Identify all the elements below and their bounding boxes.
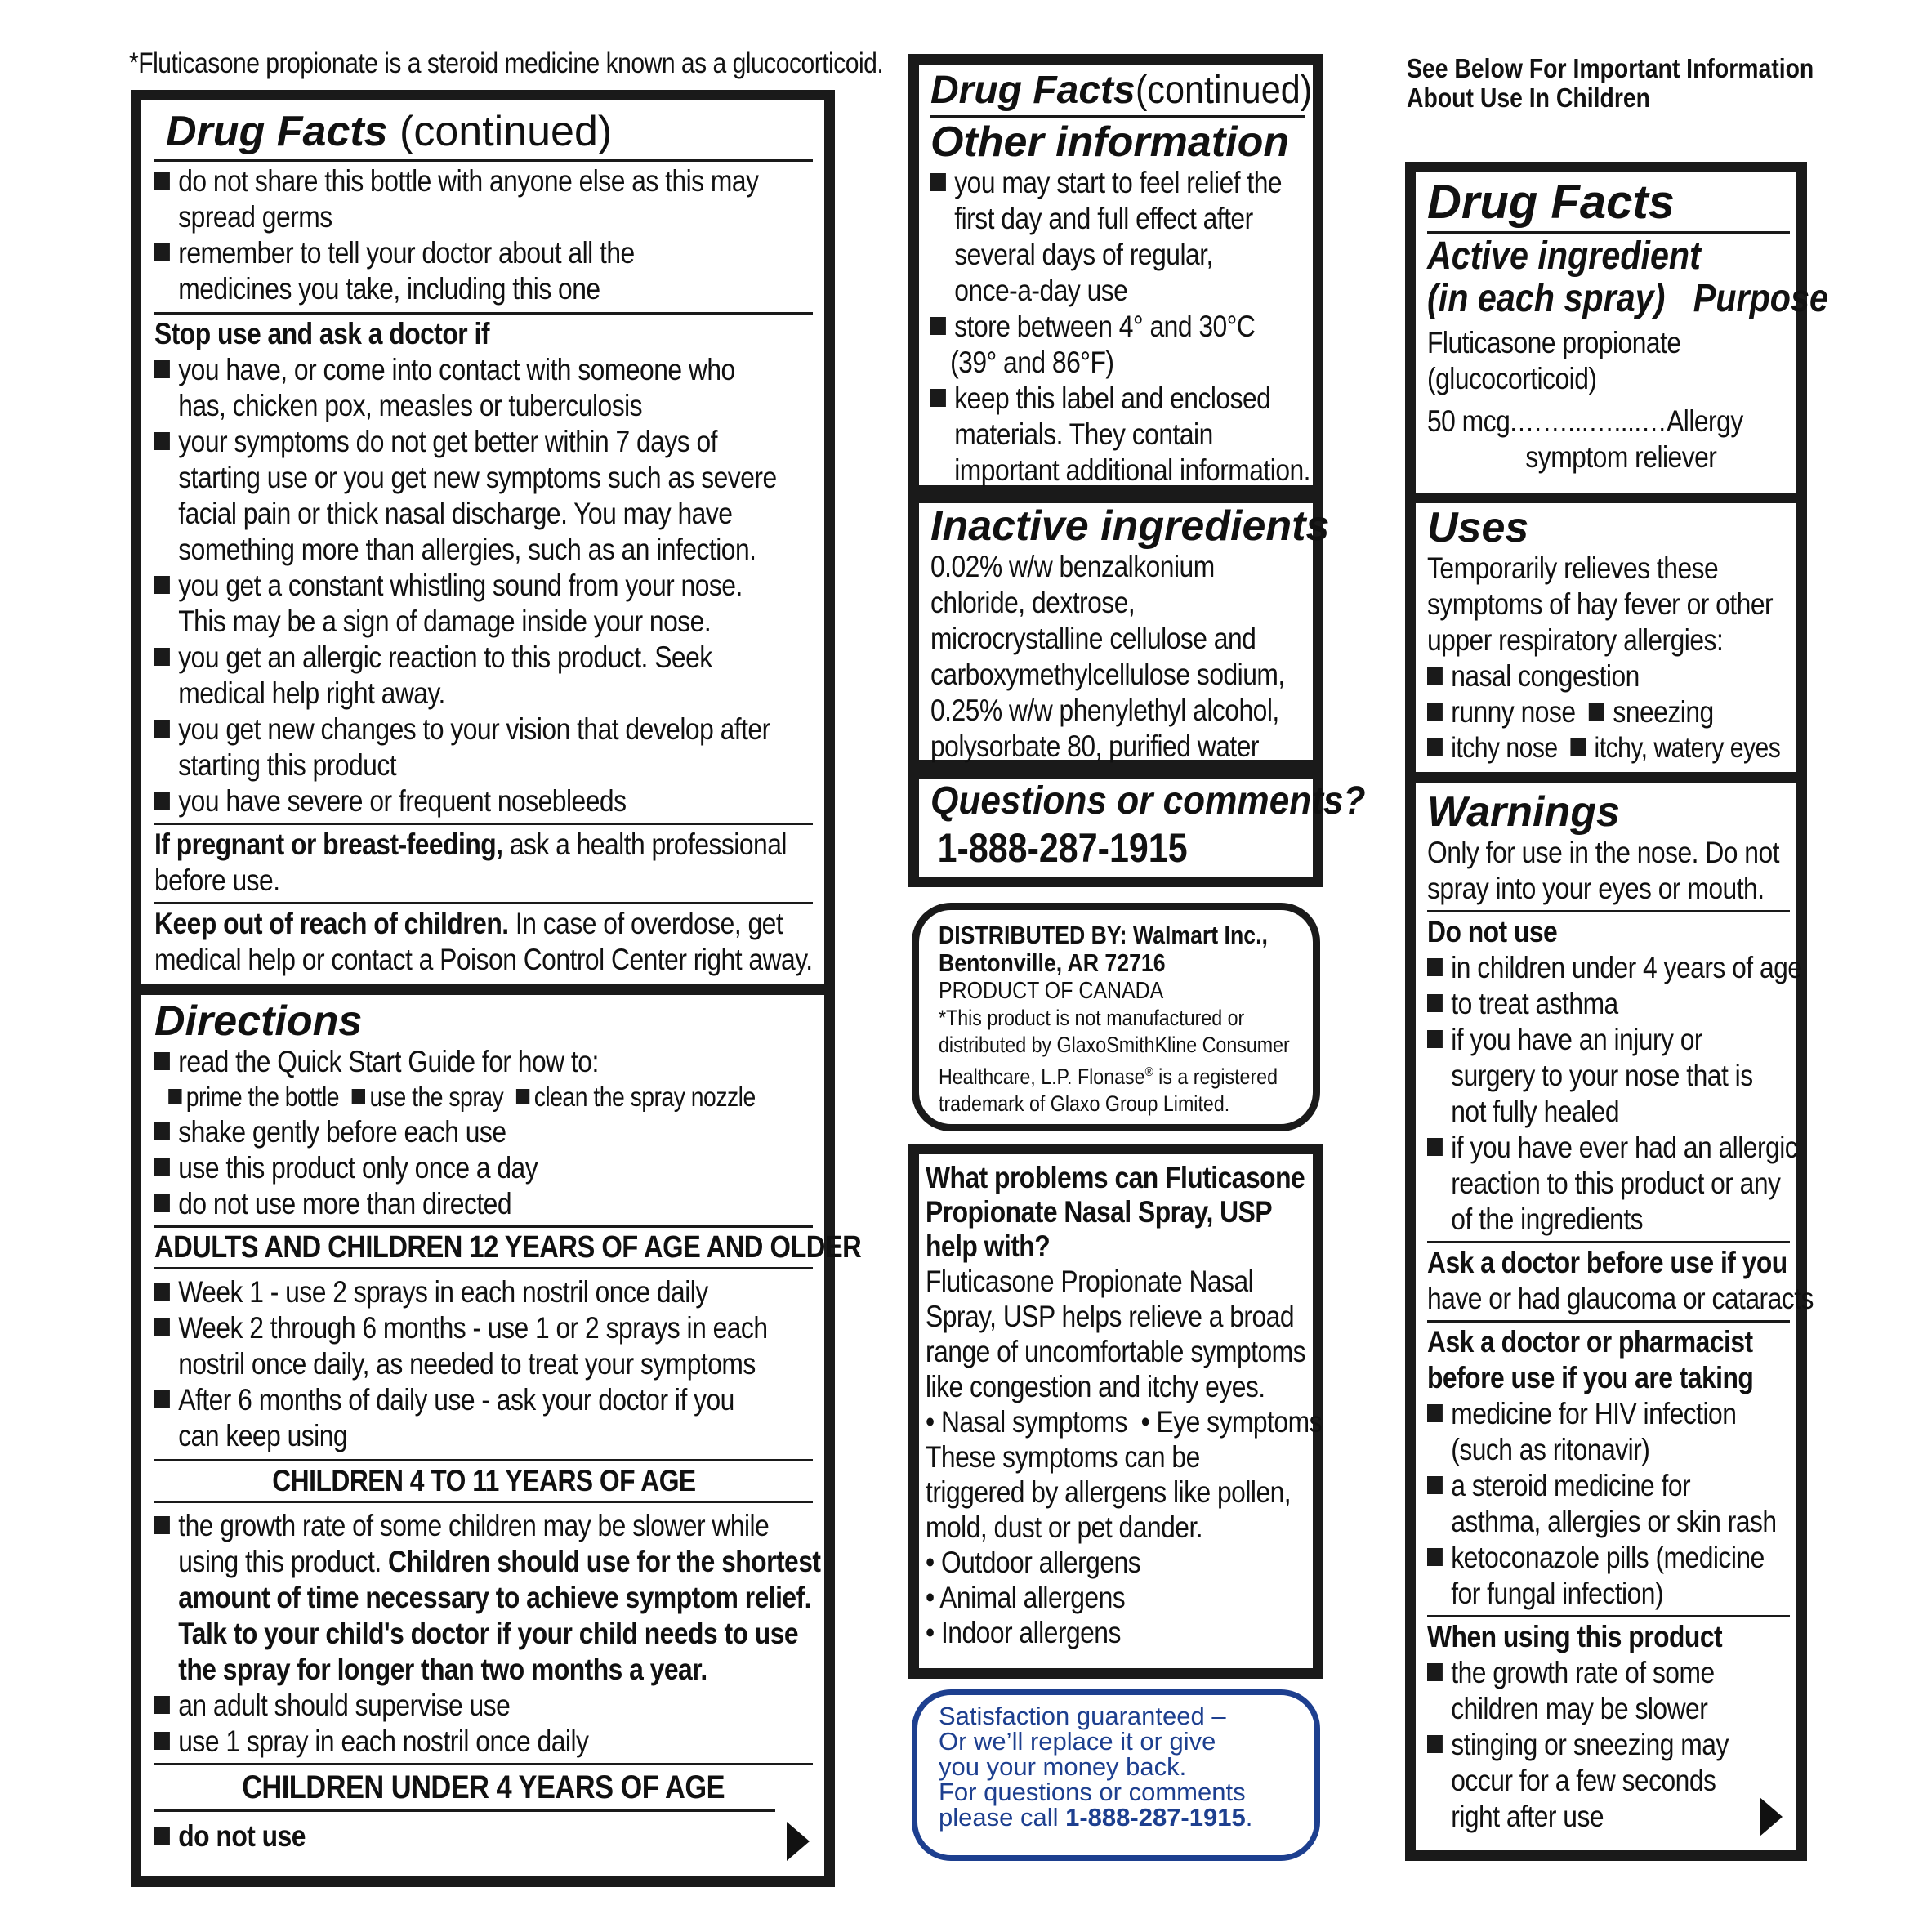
pregnancy-warning: If pregnant or breast-feeding, ask a health professional before use. [154, 828, 787, 897]
list-item: you may start to feel relief the [930, 165, 1304, 201]
list-item: medicine for HIV infection [1427, 1396, 1789, 1432]
active-ingredient-section [1416, 172, 1828, 475]
list-item: important additional information. [954, 453, 1311, 487]
phone-number: 1-888-287-1915 [937, 825, 1188, 871]
list-item: polysorbate 80, purified water [930, 730, 1259, 763]
list-item: starting this product [178, 748, 397, 782]
section-divider [1405, 493, 1807, 503]
distributor-box: DISTRIBUTED BY: Walmart Inc., Bentonville, AR 72716 PRODUCT OF CANADA *This product is not manufactured or distributed by GlaxoSmithKline Consumer Healthcare, L.P. Flonase® is a registered trademark of Glaxo Group Limited. [912, 903, 1320, 1131]
list-item: can keep using [178, 1419, 348, 1452]
list-item: carboxymethylcellulose sodium, [930, 658, 1285, 691]
list-item: you get new changes to your vision that develop after [154, 712, 811, 747]
list-item: of the ingredients [1451, 1202, 1644, 1236]
list-item: keep this label and enclosed [930, 381, 1304, 417]
inactive-ingredients-content [919, 502, 1330, 765]
continue-arrow-icon [787, 1822, 810, 1861]
active-ingredient-text: Fluticasone propionate (glucocorticoid) 50 mcg.……...…....…Allergy symptom reliever [1427, 326, 1743, 474]
square-bullet-icon [1427, 1548, 1443, 1566]
list-item: After 6 months of daily use - ask your doctor if you [154, 1382, 811, 1418]
left-column-content [141, 100, 824, 978]
list-item: asthma, allergies or skin rash [1451, 1505, 1777, 1538]
list-item: you have, or come into contact with someone who [154, 352, 811, 388]
continue-arrow-icon [1760, 1797, 1783, 1836]
list-item: several days of regular, [954, 238, 1213, 271]
list-item: first day and full effect after [954, 202, 1253, 235]
what-problems-text: Fluticasone Propionate Nasal Spray, USP helps relieve a broad range of uncomfortable symptoms like congestion and itchy eyes. • Nasal symptoms • Eye symptoms These symptoms can be triggered by allergens like pollen, mold, dust or pet dander. • Outdoor allergens • Animal allergens • Indoor allergens [926, 1265, 1322, 1649]
list-item: materials. They contain [954, 417, 1213, 451]
list-item: the growth rate of some [1427, 1655, 1789, 1691]
square-bullet-icon [1427, 1735, 1443, 1753]
list-item: reaction to this product or any [1451, 1167, 1781, 1200]
list-item: to treat asthma [1427, 986, 1789, 1022]
list-item: not fully healed [1451, 1095, 1620, 1128]
list-item: 0.25% w/w phenylethyl alcohol, [930, 694, 1279, 727]
square-bullet-icon [1427, 1030, 1443, 1048]
questions-heading: Questions or comments? [930, 779, 1366, 823]
list-item: Week 2 through 6 months - use 1 or 2 sprays in each [154, 1310, 811, 1346]
warnings-section [1416, 783, 1814, 1835]
uses-heading: Uses [1427, 504, 1529, 551]
ask-doctor-text: have or had glaucoma or cataracts [1427, 1282, 1814, 1315]
list-item: for fungal infection) [1451, 1577, 1664, 1610]
directions-section: Directions read the Quick Start Guide for how to: prime the bottle use the spray clean the spray nozzle shake gently before each use use this product only once a day do not use more than directed ADULTS AND CHILDREN 12 YEARS OF AGE AND OLDER Week 1 - use 2 sprays in each nostril once daily Week 2 through 6 months - use 1 or 2 sprays in each nostril once daily, as needed to treat your symptoms After 6 months of daily use - ask your doctor if you can keep using CHILDREN 4 TO 11 YEARS OF AGE the growth rate of some children may be slower while using this product. Children should use for the shortest amount of time necessary to achieve symptom relief. Talk to your child's doctor if your child needs to use the spray for longer than two months a year. an adult should supervise use use 1 spray in each nostril once daily CHILDREN UNDER 4 YEARS OF AGE do not use [154, 997, 862, 1853]
uses-text: Temporarily relieves these symptoms of hay fever or other upper respiratory allergies: nasal congestion runny nose sneezing itchy nose itchy, watery eyes [1427, 551, 1781, 764]
when-using-heading: When using this product [1427, 1620, 1723, 1653]
adults-heading: ADULTS AND CHILDREN 12 YEARS OF AGE AND OLDER [154, 1230, 862, 1265]
square-bullet-icon [154, 576, 170, 594]
list-item: surgery to your nose that is [1451, 1059, 1753, 1092]
do-not-use-list [1427, 950, 1802, 1238]
square-bullet-icon [154, 1390, 170, 1408]
warnings-heading: Warnings [1427, 788, 1620, 836]
list-item: microcrystalline cellulose and [930, 622, 1256, 655]
steroid-footnote: *Fluticasone propionate is a steroid medicine known as a glucocorticoid. [129, 47, 884, 79]
list-item: (such as ritonavir) [1451, 1433, 1650, 1466]
list-item: has, chicken pox, measles or tuberculosis [178, 389, 643, 422]
square-bullet-icon [154, 1283, 170, 1301]
list-item: a steroid medicine for [1427, 1468, 1789, 1504]
square-bullet-icon [1427, 1476, 1443, 1494]
drug-facts-title: Drug Facts (continued) [166, 108, 613, 155]
list-item: 0.02% w/w benzalkonium [930, 550, 1215, 583]
list-item: store between 4° and 30°C [930, 309, 1304, 345]
list-item: children may be slower [1451, 1692, 1708, 1725]
list-item: (39° and 86°F) [950, 346, 1114, 379]
square-bullet-icon [154, 360, 170, 378]
square-bullet-icon [930, 173, 946, 191]
warning-items: do not share this bottle with anyone else as this may spread germs remember to tell your doctor about all the medicines you take, including this one [154, 163, 811, 307]
list-item: occur for a few seconds [1451, 1764, 1716, 1797]
list-item: starting use or you get new symptoms such as severe [178, 461, 777, 494]
warnings-text: Only for use in the nose. Do not spray into your eyes or mouth. [1427, 836, 1779, 905]
list-item: This may be a sign of damage inside your nose. [178, 605, 712, 638]
square-bullet-icon [1427, 958, 1443, 976]
square-bullet-icon [930, 389, 946, 407]
under-4-item: do not use [154, 1818, 811, 1854]
square-bullet-icon [154, 720, 170, 738]
stop-use-heading: Stop use and ask a doctor if [154, 317, 489, 350]
square-bullet-icon [154, 792, 170, 810]
list-item: facial pain or thick nasal discharge. You may have [178, 497, 733, 530]
square-bullet-icon [154, 1318, 170, 1336]
inactive-ingredients-heading: Inactive ingredients [930, 502, 1330, 550]
directions-heading: Directions [154, 997, 363, 1045]
children-4-11-directions: the growth rate of some children may be slower while using this product. Children should use for the shortest amount of time necessary to achieve symptom relief. Talk to your child's doctor if your child needs to use the spray for longer than two months a year. an adult should supervise use use 1 spray in each nostril once daily [154, 1508, 811, 1760]
square-bullet-icon [154, 648, 170, 666]
list-item: stinging or sneezing may [1427, 1727, 1789, 1763]
questions-content [919, 779, 1366, 872]
active-ingredient-heading: Active ingredient (in each spray) Purpose [1427, 234, 1828, 320]
do-not-use-heading: Do not use [1427, 915, 1558, 948]
adult-directions [154, 1274, 811, 1454]
list-item: in children under 4 years of age [1427, 950, 1789, 986]
square-bullet-icon [1427, 994, 1443, 1012]
section-divider [1405, 772, 1807, 783]
square-bullet-icon [1427, 1663, 1443, 1681]
list-item: right after use [1451, 1800, 1604, 1833]
list-item: you get an allergic reaction to this product. Seek [154, 640, 811, 676]
ask-pharmacist-heading: Ask a doctor or pharmacist before use if you are taking [1427, 1325, 1754, 1394]
list-item: your symptoms do not get better within 7 days of [154, 424, 811, 460]
list-item: medical help right away. [178, 676, 445, 710]
list-item: once-a-day use [954, 274, 1128, 307]
uses-section [1416, 503, 1796, 766]
under-4-heading: CHILDREN UNDER 4 YEARS OF AGE [242, 1769, 725, 1805]
list-item: you have severe or frequent nosebleeds [154, 783, 811, 819]
square-bullet-icon [930, 317, 946, 335]
what-problems-heading: What problems can Fluticasone Propionate Nasal Spray, USP help with? [926, 1161, 1305, 1263]
square-bullet-icon [1427, 1404, 1443, 1422]
list-item: Week 1 - use 2 sprays in each nostril once daily [154, 1274, 811, 1310]
square-bullet-icon [1427, 1138, 1443, 1156]
list-item: if you have an injury or [1427, 1022, 1789, 1058]
ask-pharmacist-list [1427, 1396, 1789, 1612]
drug-facts-title-mid: Drug Facts(continued) [930, 69, 1312, 112]
square-bullet-icon [154, 432, 170, 450]
list-item: you get a constant whistling sound from your nose. [154, 568, 811, 604]
other-information-heading: Other information [930, 118, 1290, 166]
list-item: ketoconazole pills (medicine [1427, 1540, 1789, 1576]
ask-doctor-heading: Ask a doctor before use if you [1427, 1246, 1787, 1279]
inactive-ingredients-list [930, 549, 1304, 765]
children-info-note: See Below For Important Information About Use In Children [1407, 53, 1814, 113]
section-divider [131, 984, 835, 995]
list-item: something more than allergies, such as an infection. [178, 533, 756, 566]
satisfaction-guarantee-box: Satisfaction guaranteed – Or we’ll replace it or give you your money back. For questions or comments please call 1-888-287-1915. [912, 1689, 1320, 1861]
other-information-list [930, 165, 1311, 489]
what-problems-content [919, 1154, 1322, 1650]
keep-out-of-reach: Keep out of reach of children. In case of overdose, get medical help or contact a Poison Control Center right away. [154, 907, 813, 976]
drug-facts-title-right: Drug Facts [1427, 176, 1675, 229]
stop-use-list [154, 352, 811, 819]
list-item: nostril once daily, as needed to treat your symptoms [178, 1347, 756, 1381]
children-4-11-heading: CHILDREN 4 TO 11 YEARS OF AGE [271, 1464, 696, 1497]
list-item: if you have ever had an allergic [1427, 1130, 1789, 1166]
when-using-list [1427, 1655, 1789, 1835]
list-item: chloride, dextrose, [930, 586, 1136, 619]
other-information-content [919, 65, 1313, 489]
